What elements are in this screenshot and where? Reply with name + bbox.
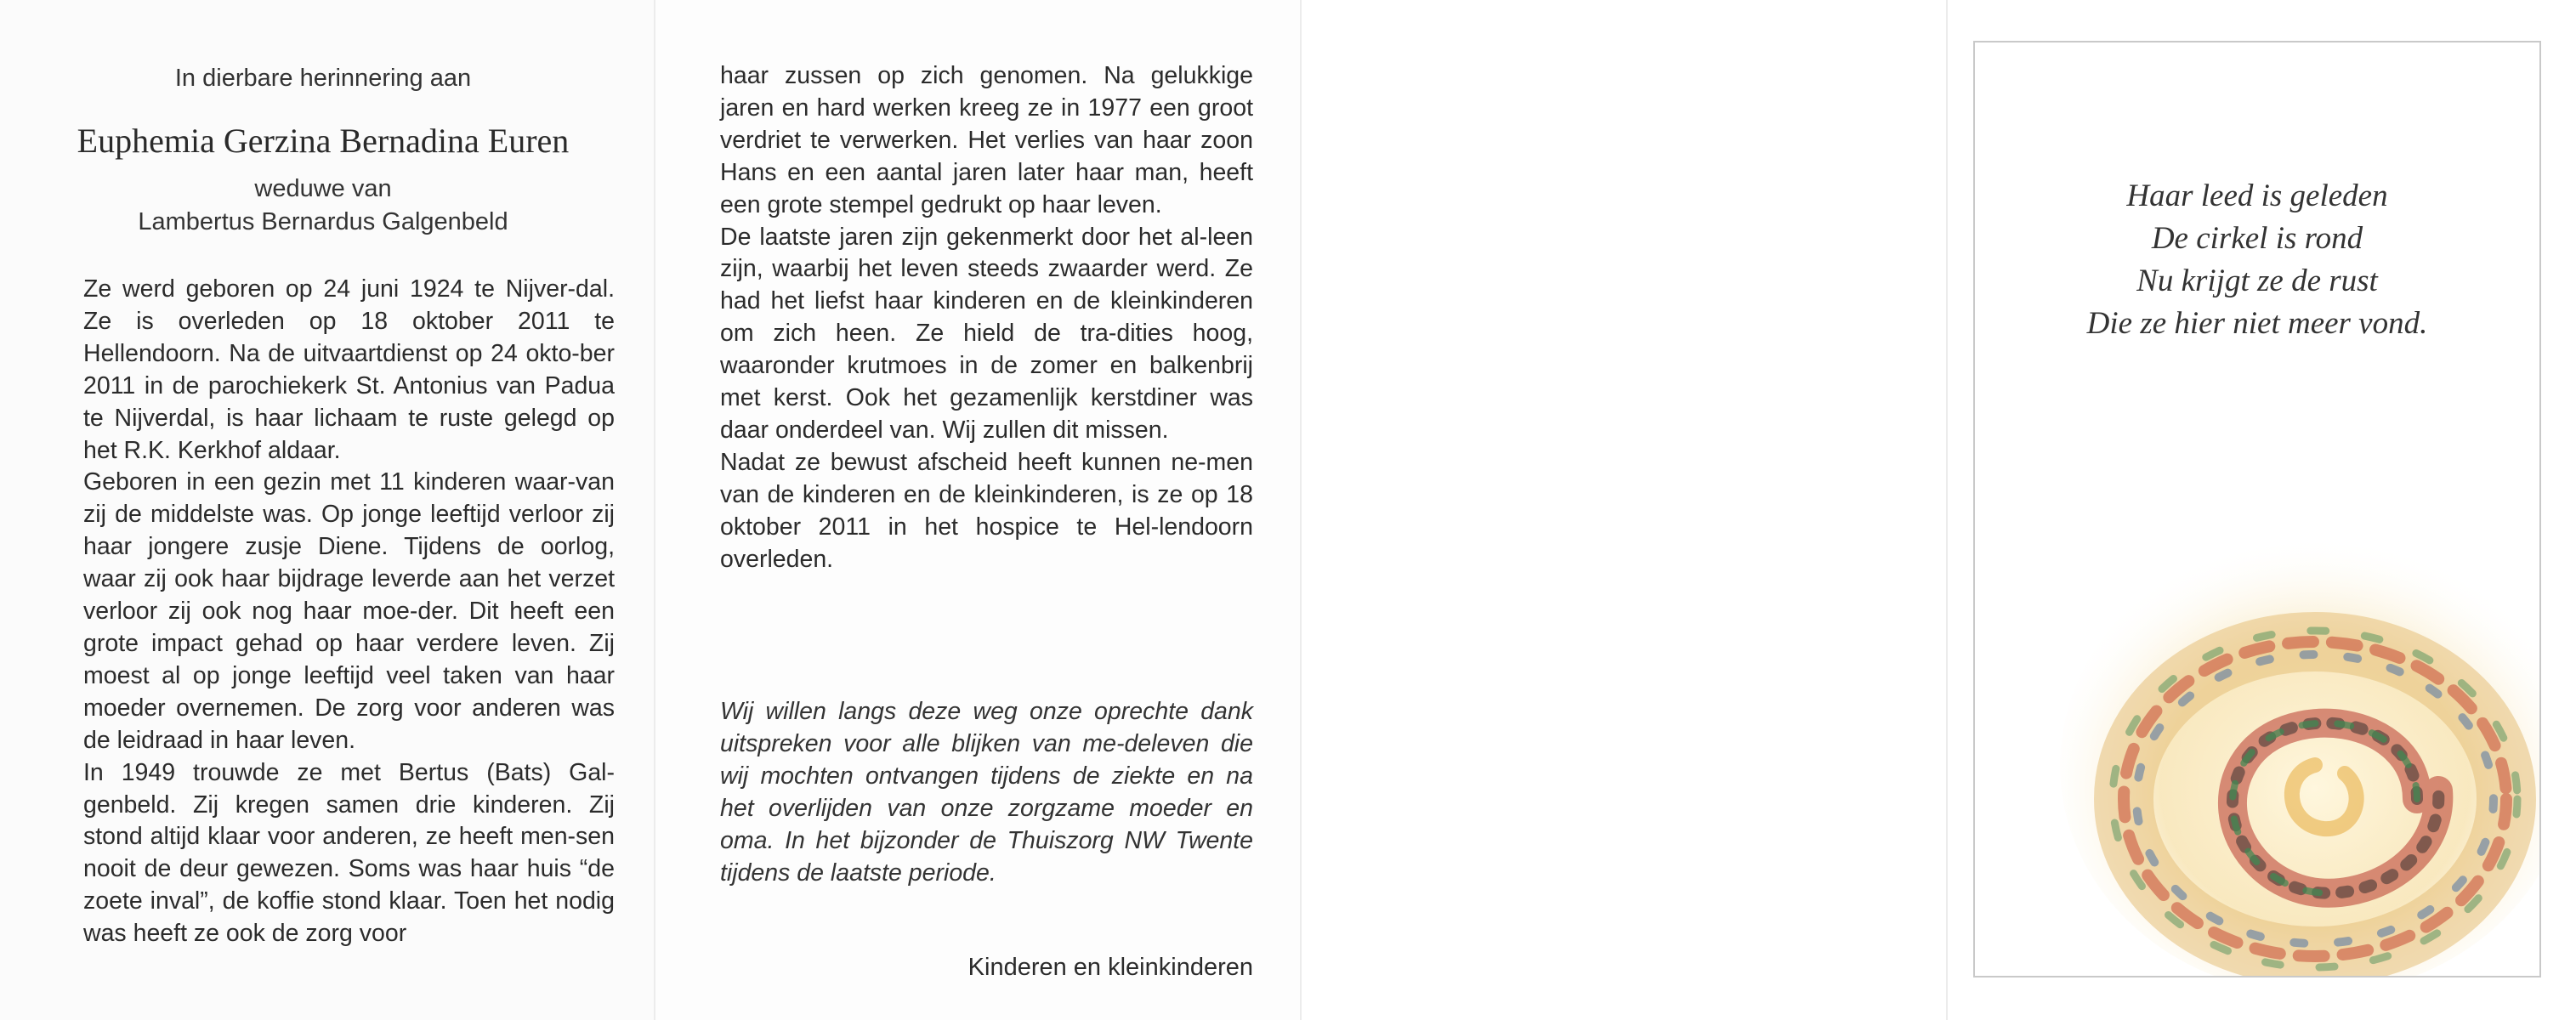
poem-line: Die ze hier niet meer vond. (2086, 306, 2428, 341)
signature: Kinderen en kleinkinderen (967, 954, 1253, 981)
widow-of-label: weduwe van (254, 175, 392, 202)
biography-column-2 (720, 60, 1253, 576)
biography-paragraph: Nadat ze bewust afscheid heeft kunnen ne-men van de kinderen en de kleinkinderen, is ze op 18 oktober 2011 in het hospice te Hel-lendoorn overleden. (720, 448, 1253, 573)
fold-line (1300, 0, 1302, 1020)
husband-name: Lambertus Bernardus Galgenbeld (138, 208, 508, 235)
thank-you-note: Wij willen langs deze weg onze oprechte dank uitspreken voor alle blijken van me-deleven die wij mochten ontvangen tijdens de ziekte en na het overlijden van onze zorgzame moeder en oma. In het bijzonder de Thuiszorg NW Twente tijdens de laatste periode. (720, 698, 1253, 887)
biography-paragraph: haar zussen op zich genomen. Na gelukkige jaren en hard werken kreeg ze in 1977 een groot verdriet te verwerken. Het verlies van haar zoon Hans en een aantal jaren later haar man, heeft een grote stempel gedrukt op haar leven. (720, 62, 1253, 218)
poem-line: Nu krijgt ze de rust (2136, 264, 2378, 298)
biography-paragraph: Geboren in een gezin met 11 kinderen waar-van zij de middelste was. Op jonge leeftijd verloor zij haar jongere zusje Diene. Tijdens de oorlog, waar zij ook haar bijdrage leverde aan het verzet verloor zij ook nog haar moe-der. Dit heeft een grote impact gehad op haar verdere leven. Zij moest al op jonge leeftijd veel taken van haar moeder overnemen. De zorg voor anderen was de leidraad in haar leven. (83, 468, 615, 754)
spiral-artwork-icon (2060, 518, 2541, 978)
deceased-name: Euphemia Gerzina Bernadina Euren (77, 122, 570, 160)
fold-line (654, 0, 655, 1020)
biography-paragraph: In 1949 trouwde ze met Bertus (Bats) Gal-genbeld. Zij kregen samen drie kinderen. Zij stond altijd klaar voor anderen, ze heeft men-sen nooit de deur gewezen. Soms was haar huis “de zoete inval”, de koffie stond klaar. Toen het nodig was heeft ze ook de zorg voor (83, 758, 615, 948)
biography-paragraph: De laatste jaren zijn gekenmerkt door het al-leen zijn, waarbij het leven steeds zwaarder werd. Ze had het liefst haar kinderen en de kleinkinderen om zich heen. Ze hield de tra-dities hoog, waaronder krutmoes in de zomer en balkenbrij met kerst. Ook het gezamenlijk kerstdiner was daar onderdeel van. Wij zullen dit missen. (720, 223, 1253, 444)
fold-line (1946, 0, 1948, 1020)
spouse-block (51, 173, 595, 239)
poem-line: Haar leed is geleden (2126, 178, 2388, 213)
intro-line: In dierbare herinnering aan (174, 65, 472, 92)
biography-column-1 (83, 274, 615, 950)
poem-line: De cirkel is rond (2151, 221, 2363, 256)
front-card-frame (1973, 41, 2541, 978)
poem (1975, 175, 2539, 345)
biography-paragraph: Ze werd geboren op 24 juni 1924 te Nijver-dal. Ze is overleden op 18 oktober 2011 te Hellendoorn. Na de uitvaartdienst op 24 okto-ber 2011 in de parochiekerk St. Antonius van Padua te Nijverdal, is haar lichaam te ruste gelegd op het R.K. Kerkhof aldaar. (83, 275, 615, 464)
back-panel (1301, 0, 1947, 1020)
